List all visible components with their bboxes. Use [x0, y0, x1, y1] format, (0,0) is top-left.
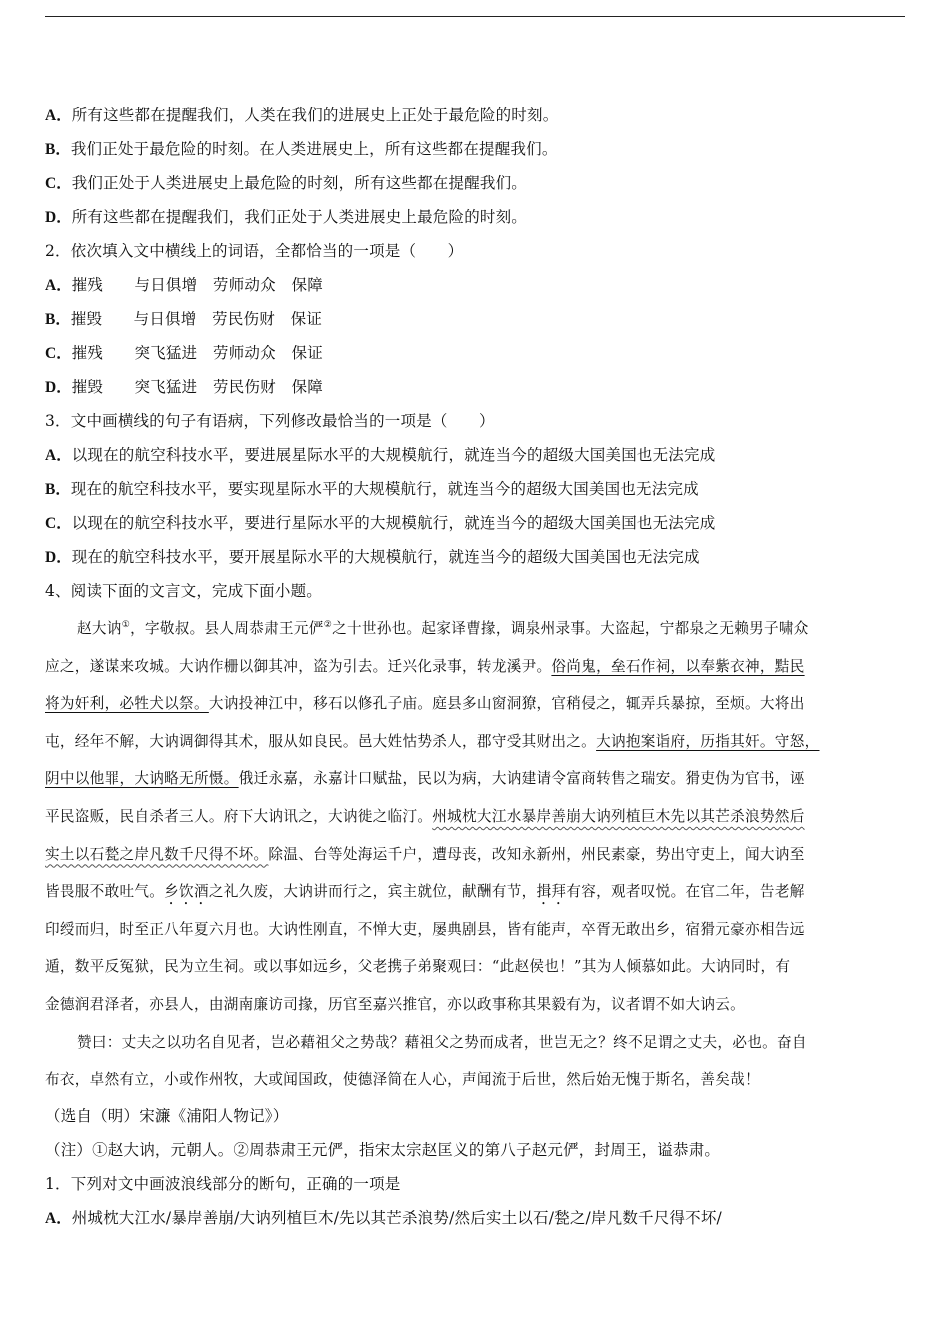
passage-line [45, 723, 905, 761]
option-text: 现在的航空科技水平，要实现星际水平的大规模航行，就连当今的超级大国美国也无法完成 [70, 480, 699, 498]
q2-stem [45, 234, 905, 268]
passage-text: 皆畏服不敢吐气。 [45, 883, 165, 901]
passage-source [45, 1099, 905, 1133]
passage-line [45, 760, 905, 798]
option-text: 摧毁 突飞猛进 劳民伤财 保障 [71, 378, 323, 396]
option-label: A． [45, 107, 72, 124]
passage-text: 金德润君泽者，亦县人，由湖南廉访司掾，历官至嘉兴推官，亦以政事称其果毅有为，议者谓不如大讷云。 [45, 995, 746, 1013]
q3-stem [45, 404, 905, 438]
passage-note [45, 1133, 905, 1167]
q3-option-b [45, 472, 905, 506]
sub1-option-a [45, 1201, 905, 1235]
dotted-term: 乡饮酒 [164, 883, 209, 901]
q1-option-a [45, 98, 905, 132]
passage-line [45, 1024, 905, 1062]
q3-option-a [45, 438, 905, 472]
underlined-sentence: 阴中以他罪，大讷略无所慑。 [45, 770, 239, 788]
option-label: D． [45, 549, 72, 566]
source-text: （选自（明）宋濂《浦阳人物记》） [45, 1106, 289, 1125]
option-text: 州城枕大江水/暴岸善崩/大讷列植巨木/先以其芒杀浪势/然后实土以石/甃之/岸凡数千尺得不坏/ [71, 1208, 722, 1227]
passage-text: 布衣，卓然有立，小或作州牧，大或闻国政，使德泽简在人心，声闻流于后世，然后始无愧于斯名，善矣哉！ [45, 1071, 760, 1089]
passage-text: 平民盗贩，民自杀者三人。府下大讷讯之，大讷徙之临汀。 [45, 807, 433, 825]
option-label: B． [45, 141, 71, 158]
passage-line [45, 685, 905, 723]
passage-line [45, 911, 905, 949]
footnote-marker: ① [121, 620, 131, 630]
header-rule [45, 16, 905, 17]
question-stem: 1．下列对文中画波浪线部分的断句，正确的一项是 [45, 1174, 401, 1193]
option-text: 我们正处于人类进展史上最危险的时刻，所有这些都在提醒我们。 [71, 174, 528, 192]
option-label: B． [45, 311, 71, 328]
underlined-sentence: 将为奸利，必牲犬以祭。 [45, 695, 209, 713]
passage-text: 大讷投神江中，移石以修孔子庙。庭县多山窗洞獠，官稍侵之，辄弄兵暴掠，至烦。大将出 [208, 695, 805, 713]
q2-option-a [45, 268, 905, 302]
footnote-marker: ② [323, 620, 333, 630]
note-text: （注）①赵大讷，元朝人。②周恭肃王元俨，指宋太宗赵匡义的第八子赵元俨，封周王，谥恭肃。 [45, 1140, 721, 1159]
document-body [45, 98, 905, 1235]
passage-text: 遁，数平反冤狱，民为立生祠。或以事如远乡，父老携子弟聚观曰：“此赵侯也！”其为人倾慕如此。大讷同时，有 [45, 958, 791, 976]
passage-line [45, 836, 905, 874]
passage-text: 之礼久废，大讷讲而行之，宾主就位，献酬有节， [208, 883, 537, 901]
q2-option-c [45, 336, 905, 370]
passage-text: 有容，观者叹悦。在官二年，告老解 [566, 883, 805, 901]
option-text: 以现在的航空科技水平，要进行星际水平的大规模航行，就连当今的超级大国美国也无法完成 [71, 514, 716, 532]
option-label: A． [45, 1209, 72, 1227]
wavy-underlined-text: 州城枕大江水暴岸善崩大讷列植巨木先以其芒杀浪势然后 [432, 807, 805, 825]
q2-option-d [45, 370, 905, 404]
q2-option-b [45, 302, 905, 336]
q3-option-d [45, 540, 905, 574]
question-stem: 4、阅读下面的文言文，完成下面小题。 [45, 582, 322, 600]
option-text: 我们正处于最危险的时刻。在人类进展史上，所有这些都在提醒我们。 [70, 140, 558, 158]
passage-line [45, 1061, 905, 1099]
q3-option-c [45, 506, 905, 540]
q1-option-d [45, 200, 905, 234]
passage-text: 除温、台等处海运千户，遭母丧，改知永新州，州民素豪，势出守吏上，闻大讷至 [268, 845, 805, 863]
option-label: A． [45, 447, 72, 464]
passage-text: 屯，经年不解，大讷调御得其术，服从如良民。邑大姓怙势杀人，郡守受其财出之。 [45, 732, 597, 750]
passage-text: 应之，遂谋来攻城。大讷作栅以御其冲，盗为引去。迁兴化录事，转龙溪尹。 [45, 657, 552, 675]
passage-line [45, 986, 905, 1024]
passage-text: 赵大讷 [77, 620, 122, 637]
option-label: C． [45, 345, 72, 362]
option-text: 摧毁 与日俱增 劳民伤财 保证 [70, 310, 323, 328]
underlined-sentence: 俗尚鬼，垒石作祠，以奉紫衣神，黠民 [551, 657, 805, 675]
option-label: D． [45, 379, 72, 396]
passage-text: 俄迁永嘉，永嘉计口赋盐，民以为病，大讷建请令富商转售之瑞安。猾吏伪为官书，诬 [238, 770, 805, 788]
passage-text: 之十世孙也。起家译曹掾，调泉州录事。大盗起，宁都泉之无赖男子啸众 [332, 620, 809, 637]
option-text: 摧残 与日俱增 劳师动众 保障 [71, 276, 323, 294]
q1-option-c [45, 166, 905, 200]
passage-line [45, 610, 905, 648]
option-label: B． [45, 481, 71, 498]
question-stem: 3．文中画横线的句子有语病，下列修改最恰当的一项是（ ） [45, 412, 495, 430]
option-label: A． [45, 277, 72, 294]
passage-text: 赞曰：丈夫之以功名自见者，岂必藉祖父之势哉？藉祖父之势而成者，世岂无之？终不足谓之丈夫，必也。奋自 [77, 1033, 807, 1051]
passage-text: 印绶而归，时至正八年夏六月也。大讷性刚直，不惮大吏，屡典剧县，皆有能声，卒胥无敢出乡，宿猾元豪亦相告远 [45, 920, 805, 938]
q4-intro [45, 574, 905, 608]
passage-line [45, 648, 905, 686]
wavy-underlined-text: 实土以石甃之岸凡数千尺得不坏。 [45, 845, 269, 863]
dotted-term: 揖拜 [536, 883, 567, 901]
option-label: C． [45, 175, 72, 192]
option-text: 所有这些都在提醒我们，人类在我们的进展史上正处于最危险的时刻。 [71, 106, 559, 124]
underlined-sentence: 大讷抱案诣府，历指其奸。守怒， [596, 732, 820, 750]
passage-line [45, 798, 905, 836]
option-text: 以现在的航空科技水平，要进展星际水平的大规模航行，就连当今的超级大国美国也无法完成 [71, 446, 716, 464]
passage-text: ，字敬叔。县人周恭肃王元俨 [130, 620, 324, 637]
question-stem: 2．依次填入文中横线上的词语，全都恰当的一项是（ ） [45, 242, 464, 260]
option-label: D． [45, 209, 72, 226]
passage-line [45, 948, 905, 986]
sub1-stem [45, 1167, 905, 1201]
passage-line [45, 873, 905, 911]
classical-passage [45, 610, 905, 1099]
option-text: 所有这些都在提醒我们，我们正处于人类进展史上最危险的时刻。 [71, 208, 528, 226]
q1-option-b [45, 132, 905, 166]
option-text: 现在的航空科技水平，要开展星际水平的大规模航行，就连当今的超级大国美国也无法完成 [71, 548, 700, 566]
option-text: 摧残 突飞猛进 劳师动众 保证 [71, 344, 323, 362]
option-label: C． [45, 515, 72, 532]
